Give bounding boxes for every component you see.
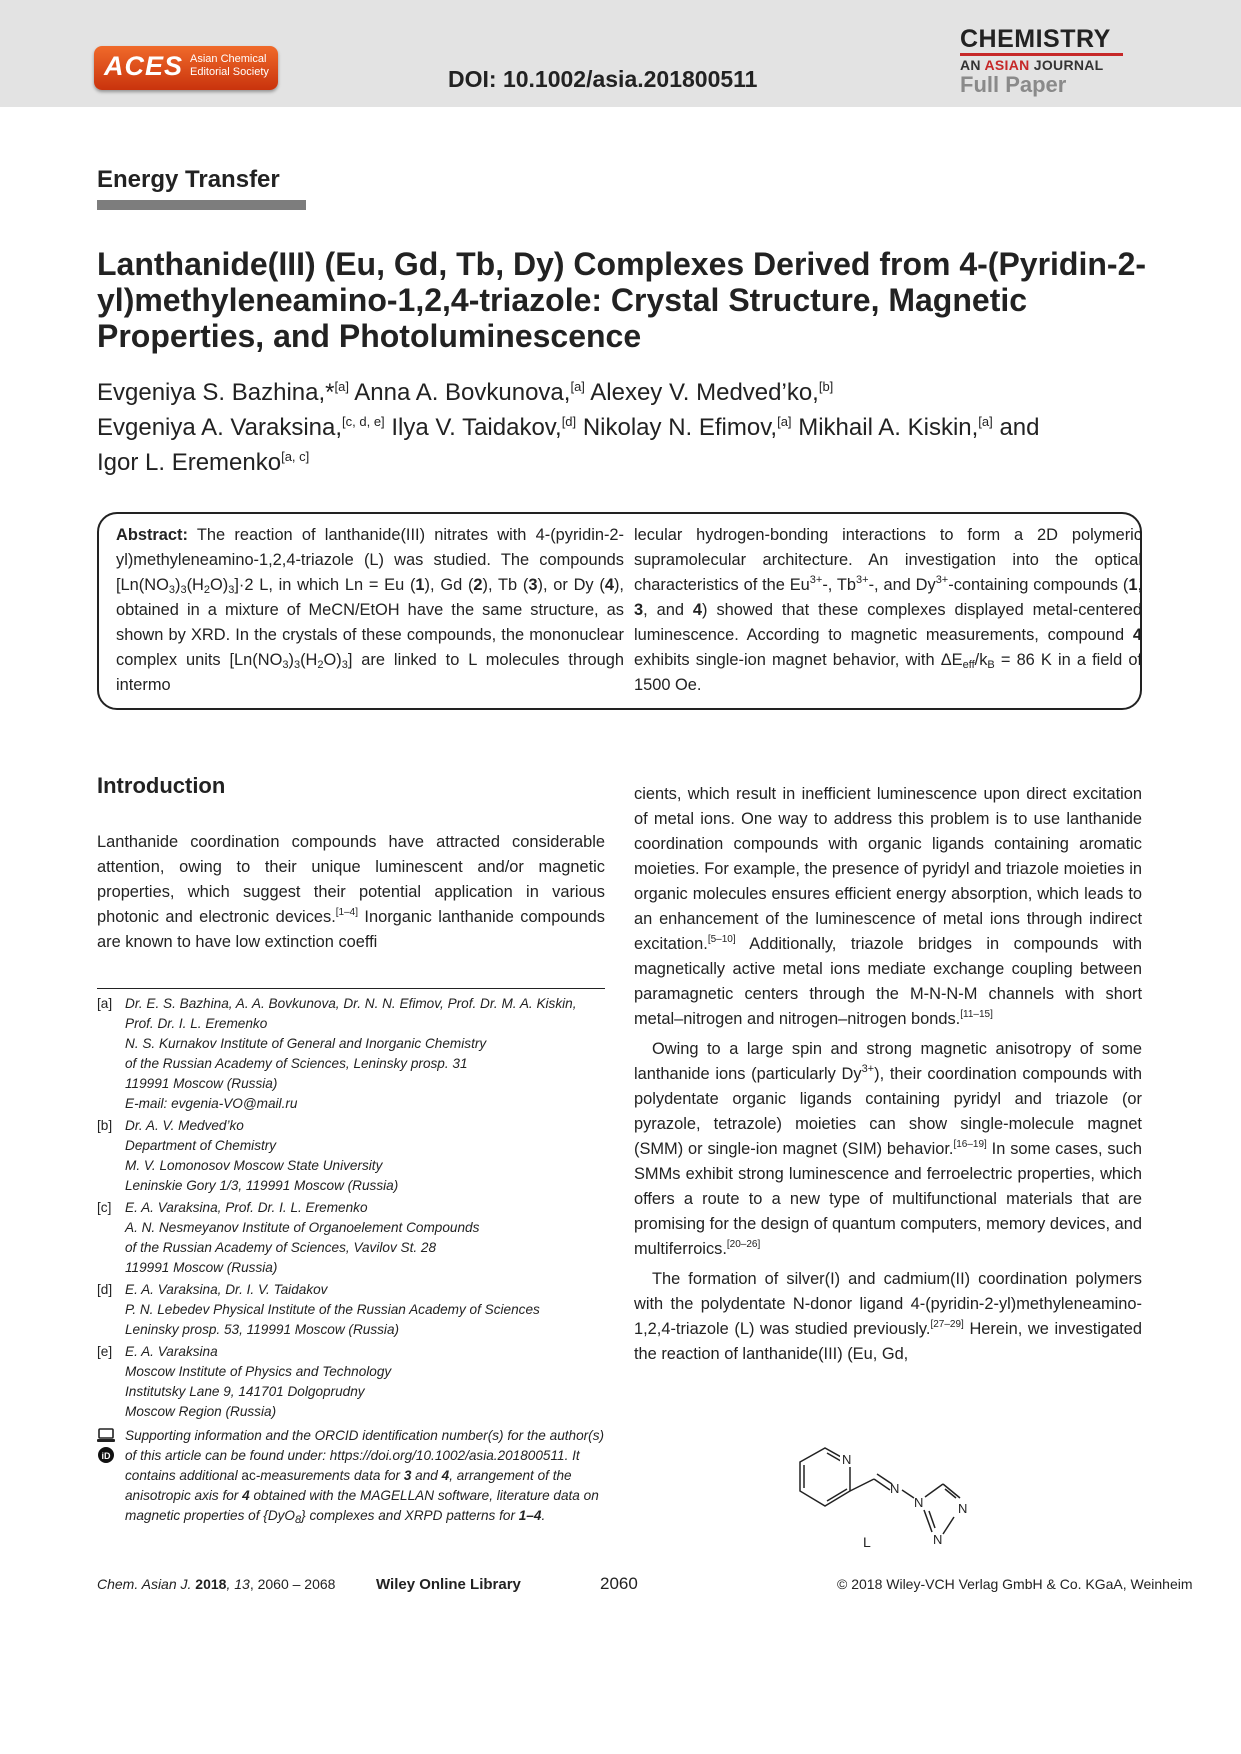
supporting-info-icons <box>97 1428 115 1466</box>
abstract-text-left: Abstract: The reaction of lanthanide(III) nitrates with 4-(pyridin-2-yl)methyleneamino-1,2,4-triazole (L) was studied. The compounds $[Ln(NO_3)_3(H_2O)_3]\cdot 2$ L, in which Ln = Eu (1), Gd (2), Tb (3), or Dy (4), obtained in a mixture of MeCN/EtOH have the same structure, as shown by XRD. In the crystals of these compounds, the mononuclear complex units $[Ln(NO_3)_3(H_2O)_3]$ are linked to L molecules through intermo <box>116 526 625 694</box>
citation[interactable]: [1–4] <box>335 907 359 918</box>
pyridine-n: N <box>842 1452 852 1467</box>
journal-logo <box>960 26 1125 97</box>
intro-heading: Introduction <box>97 773 226 798</box>
doi[interactable]: DOI: 10.1002/asia.201800511 <box>448 66 758 92</box>
computer-icon <box>97 1429 115 1442</box>
aces-logo <box>94 46 278 90</box>
citation[interactable]: [16–19] <box>953 1139 987 1150</box>
section-label: Energy Transfer <box>97 166 280 193</box>
author: Ilya V. Taidakov, <box>391 414 562 441</box>
abstract-text-right: lecular hydrogen-bonding interactions to form a 2D polymeric supramolecular architecture. An investigation into the optical characteristics of the $Eu^{3+}-$, $Tb^{3+}-$, and $Dy^{3+}$-containing compounds (1, 3, and 4) showed that these complexes displayed metal-centered luminescence. According to magnetic measurements, compound 4 exhibits single-ion magnet behavior, with $\Delta E_{eff}/k_B = 86$ K in a field of 1500 Oe. <box>634 526 1142 694</box>
affiliation-d: [d] E. A. Varaksina, Dr. I. V. Taidakov P. N. Lebedev Physical Institute of the Russian Academy of Sciences Leninsky prosp. 53, 119991 Moscow (Russia) <box>97 1282 540 1337</box>
affiliation-e: [e] E. A. Varaksina Moscow Institute of Physics and Technology Institutsky Lane 9, 141701 Dolgoprudny Moscow Region (Russia) <box>97 1344 392 1419</box>
citation[interactable]: [20–26] <box>726 1239 761 1250</box>
affiliation-c: [c] E. A. Varaksina, Prof. Dr. I. L. Eremenko A. N. Nesmeyanov Institute of Organoelement Compounds of the Russian Academy of Sciences, Vavilov St. 28 119991 Moscow (Russia) <box>97 1200 480 1275</box>
affiliations <box>97 994 607 1526</box>
paper-type: Full Paper <box>960 72 1067 97</box>
author: Alexey V. Medved’ko, <box>590 379 819 406</box>
author: Mikhail A. Kiskin, <box>798 414 979 441</box>
aces-logo-word: ACES <box>104 51 184 81</box>
email-link[interactable]: E-mail: evgenia-VO@mail.ru <box>125 1096 298 1111</box>
author: Anna A. Bovkunova, <box>354 379 571 406</box>
ligand-label: L <box>863 1534 871 1550</box>
affiliation-b: [b] Dr. A. V. Medved’ko Department of Chemistry M. V. Lomonosov Moscow State University Leninskie Gory 1/3, 119991 Moscow (Russia) <box>97 1118 399 1193</box>
copyright: © 2018 Wiley-VCH Verlag GmbH & Co. KGaA, Weinheim <box>837 1576 1193 1592</box>
section-bar <box>97 200 306 210</box>
footer-citation: Chem. Asian J. 2018, 13, 2060 – 2068 <box>97 1576 336 1592</box>
triazole-n2: N <box>933 1532 943 1547</box>
affiliations-rule <box>97 988 605 989</box>
aces-society-name: Asian Chemical Editorial Society <box>190 53 269 78</box>
journal-name: CHEMISTRY <box>960 25 1111 53</box>
page-number: 2060 <box>600 1574 638 1593</box>
journal-subtitle: AN ASIAN JOURNAL <box>960 57 1104 73</box>
ligand-structure-diagram <box>790 1440 1010 1550</box>
author-list: Evgeniya S. Bazhina,*[a] Anna A. Bovkunova,[a] Alexey V. Medved’ko,[b] Evgeniya A. Varaksina,[c, d, e] Ilya V. Taidakov,[d] Nikolay N. Efimov,[a] Mikhail A. Kiskin,[a] and Igor L. Eremenko[a, c] <box>97 379 1040 476</box>
author: Nikolay N. Efimov, <box>582 414 778 441</box>
citation[interactable]: [5–10] <box>707 934 736 945</box>
imine-linker <box>850 1474 914 1498</box>
citation[interactable]: [27–29] <box>930 1319 964 1330</box>
article-title: Lanthanide(III) (Eu, Gd, Tb, Dy) Complexes Derived from 4-(Pyridin-2-yl)methyleneamino-1,2,4-triazole: Crystal Structure, Magnetic Properties, and Photoluminescence <box>97 246 1147 354</box>
author: Igor L. Eremenko <box>97 449 282 476</box>
author: Evgeniya A. Varaksina, <box>97 414 343 441</box>
orcid-icon <box>98 1447 114 1463</box>
triazole-n1: N <box>958 1501 968 1516</box>
svg-text:iD: iD <box>101 1451 111 1461</box>
imine-n: N <box>890 1481 900 1496</box>
intro-text-right: cients, which result in inefficient luminescence upon direct excitation of metal ions. One way to address this problem is to use lanthanide coordination compounds with organic ligands containing aromatic moieties. For example, the presence of pyridyl and triazole moieties in organic molecules ensures efficient energy absorption, which leads to an enhancement of the luminescence of metal ions through indirect excitation.[5–10] Additionally, triazole bridges in compounds with magnetically active metal ions mediate exchange coupling between paramagnetic centers through the M-N-N-M channels with short metal–nitrogen and nitrogen–nitrogen bonds.[11–15] Owing to a large spin and strong magnetic anisotropy of some lanthanide ions (particularly $Dy^{3+}$), their coordination compounds with polydentate organic ligands containing pyridyl and triazole (or pyrazole, tetrazole) moieties can show single-molecule magnet (SMM) or single-ion magnet (SIM) behavior.[16–19] In some cases, such SMMs exhibit strong luminescence and ferroelectric properties, which offers a route to a new type of multifunctional materials that are promising for the design of quantum computers, memory devices, and multiferroics.[20–26] The formation of silver(I) and cadmium(II) coordination polymers with the polydentate N-donor ligand 4-(pyridin-2-yl)methyleneamino-1,2,4-triazole (L) was studied previously.[27–29] Herein, we investigated the reaction of lanthanide(III) (Eu, Gd, <box>634 785 1142 1363</box>
citation[interactable]: [11–15] <box>960 1009 993 1020</box>
intro-text-left: Lanthanide coordination compounds have attracted considerable attention, owing to their unique luminescent and/or magnetic properties, which suggest their potential application in various photonic and electronic devices.[1–4] Inorganic lanthanide compounds are known to have low extinction coeffi <box>97 833 605 951</box>
triazole-ring <box>924 1484 960 1534</box>
wiley-online-library-link[interactable]: Wiley Online Library <box>376 1576 521 1593</box>
affiliation-a: [a] Dr. E. S. Bazhina, A. A. Bovkunova, Dr. N. N. Efimov, Prof. Dr. M. A. Kiskin, Prof. Dr. I. L. Eremenko N. S. Kurnakov Institute of General and Inorganic Chemistry of the Russian Academy of Sciences, Leninsky prosp. 31 119991 Moscow (Russia) E-mail: evgenia-VO@mail.ru <box>97 994 607 1114</box>
author: Evgeniya S. Bazhina,* <box>97 379 335 406</box>
triazole-n4: N <box>914 1495 924 1510</box>
journal-rule <box>960 53 1123 56</box>
supporting-info: iD Supporting information and the ORCID identification number(s) for the author(s) of this article can be found under: https://doi.org/10.1002/asia.201800511. It contains additional ac-measurements data for 3 and 4, arrangement of the anisotropic axis for 4 obtained with the MAGELLAN software, literature data on magnetic properties of {DyO$_8$} complexes and XRPD patterns for 1–4. <box>97 1426 607 1526</box>
